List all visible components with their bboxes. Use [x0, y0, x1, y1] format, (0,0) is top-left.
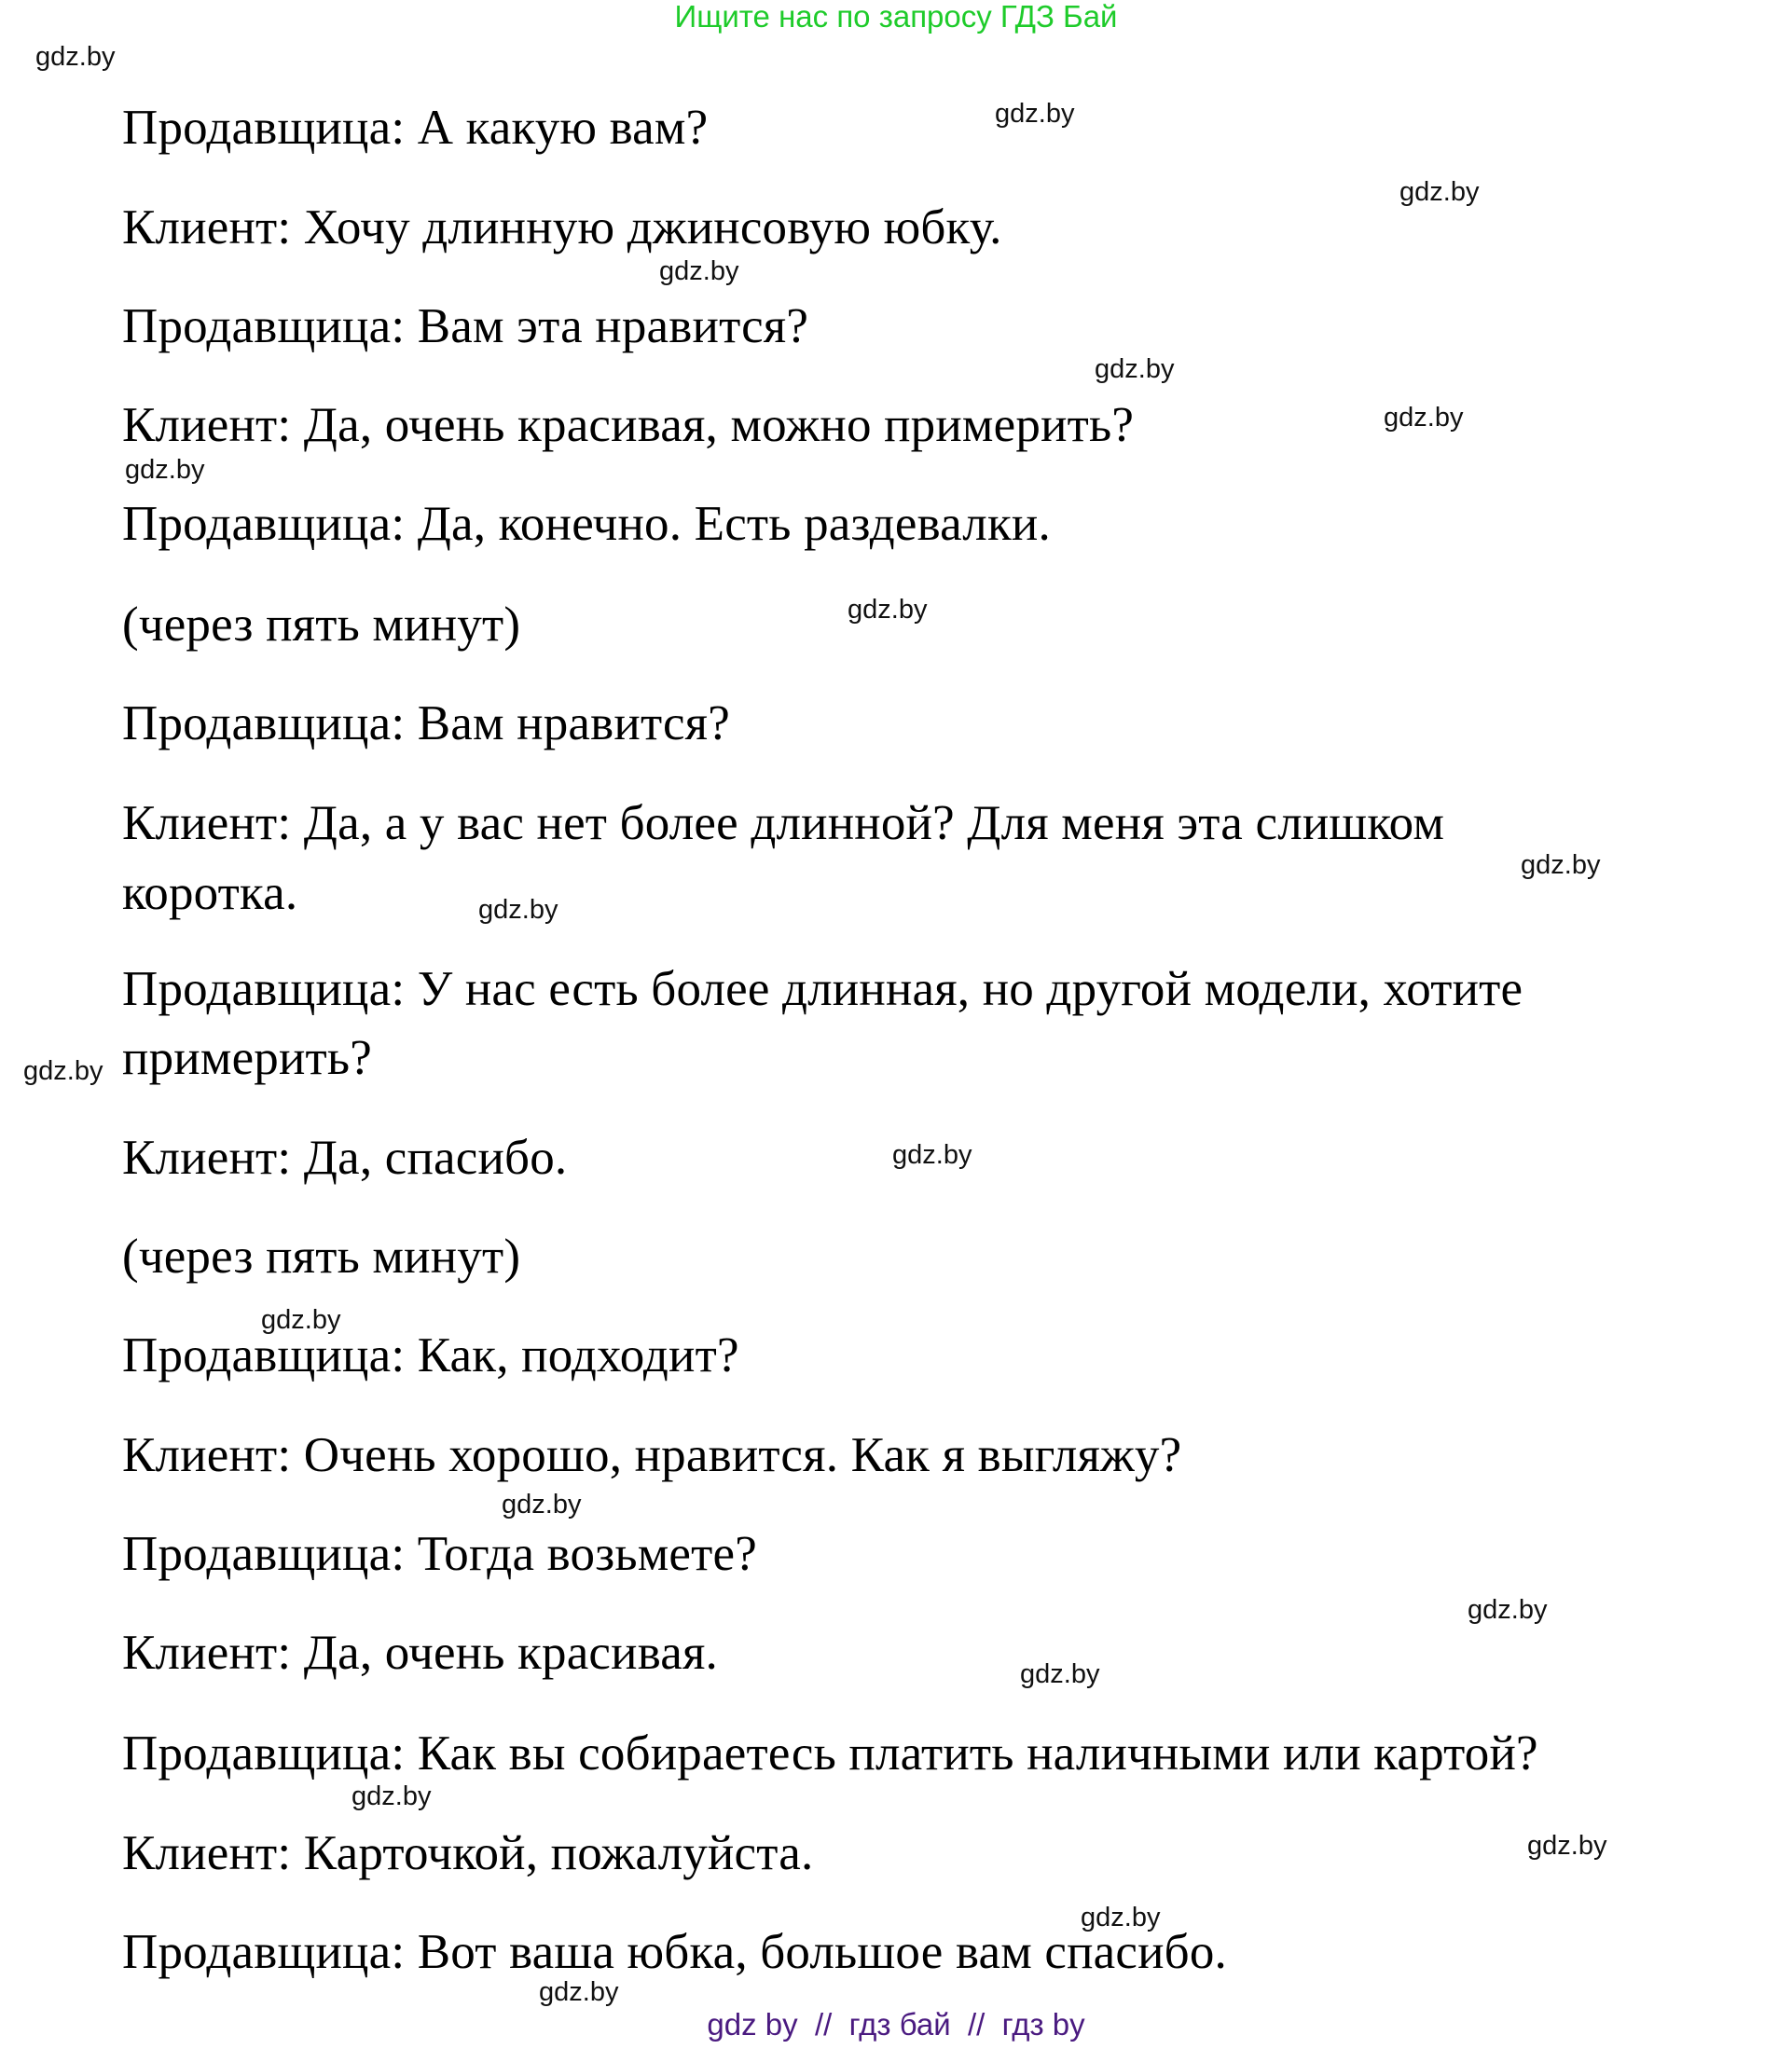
- dialogue-line: коротка.: [122, 866, 298, 920]
- dialogue-line: Продавщица: У нас есть более длинная, но другой модели, хотите: [122, 962, 1523, 1016]
- dialogue-line: (через пять минут): [122, 598, 521, 652]
- watermark: gdz.by: [1095, 354, 1175, 384]
- dialogue-line: Продавщица: Да, конечно. Есть раздевалки.: [122, 497, 1051, 551]
- footer-site-links: gdz by // гдз бай // гдз by: [707, 2007, 1085, 2042]
- dialogue-line: Клиент: Да, очень красивая, можно примерить?: [122, 398, 1135, 452]
- dialogue-line: Клиент: Да, а у вас нет более длинной? Для меня эта слишком: [122, 796, 1445, 850]
- dialogue-line: Продавщица: Как вы собираетесь платить наличными или картой?: [122, 1726, 1538, 1781]
- dialogue-line: Клиент: Да, очень красивая.: [122, 1626, 718, 1680]
- watermark: gdz.by: [659, 256, 739, 286]
- watermark: gdz.by: [502, 1490, 582, 1520]
- dialogue-line: примерить?: [122, 1031, 373, 1085]
- watermark: gdz.by: [478, 895, 558, 925]
- dialogue-line: Клиент: Карточкой, пожалуйста.: [122, 1826, 814, 1880]
- watermark: gdz.by: [1521, 850, 1601, 880]
- watermark: gdz.by: [35, 42, 116, 72]
- dialogue-line: Продавщица: Вот ваша юбка, большое вам спасибо.: [122, 1925, 1228, 1979]
- watermark: gdz.by: [1020, 1659, 1100, 1689]
- watermark: gdz.by: [1081, 1903, 1161, 1932]
- watermark: gdz.by: [995, 99, 1075, 129]
- dialogue-line: Клиент: Да, спасибо.: [122, 1131, 568, 1185]
- watermark: gdz.by: [261, 1305, 341, 1335]
- dialogue-line: Клиент: Очень хорошо, нравится. Как я выгляжу?: [122, 1428, 1182, 1482]
- dialogue-line: Продавщица: Как, подходит?: [122, 1328, 739, 1382]
- dialogue-line: Продавщица: Вам эта нравится?: [122, 299, 809, 353]
- watermark: gdz.by: [848, 595, 928, 625]
- watermark: gdz.by: [892, 1140, 972, 1170]
- dialogue-line: Клиент: Хочу длинную джинсовую юбку.: [122, 200, 1002, 254]
- watermark: gdz.by: [1468, 1595, 1548, 1625]
- search-hint-banner: Ищите нас по запросу ГДЗ Бай: [674, 0, 1118, 34]
- watermark: gdz.by: [125, 455, 205, 485]
- watermark: gdz.by: [23, 1056, 103, 1086]
- watermark: gdz.by: [1527, 1831, 1607, 1861]
- watermark: gdz.by: [539, 1977, 619, 2007]
- dialogue-line: Продавщица: Тогда возьмете?: [122, 1527, 757, 1581]
- dialogue-line: Продавщица: А какую вам?: [122, 101, 709, 155]
- watermark: gdz.by: [352, 1781, 432, 1811]
- watermark: gdz.by: [1384, 403, 1464, 433]
- dialogue-line: Продавщица: Вам нравится?: [122, 696, 730, 750]
- dialogue-line: (через пять минут): [122, 1230, 521, 1284]
- watermark: gdz.by: [1399, 177, 1480, 207]
